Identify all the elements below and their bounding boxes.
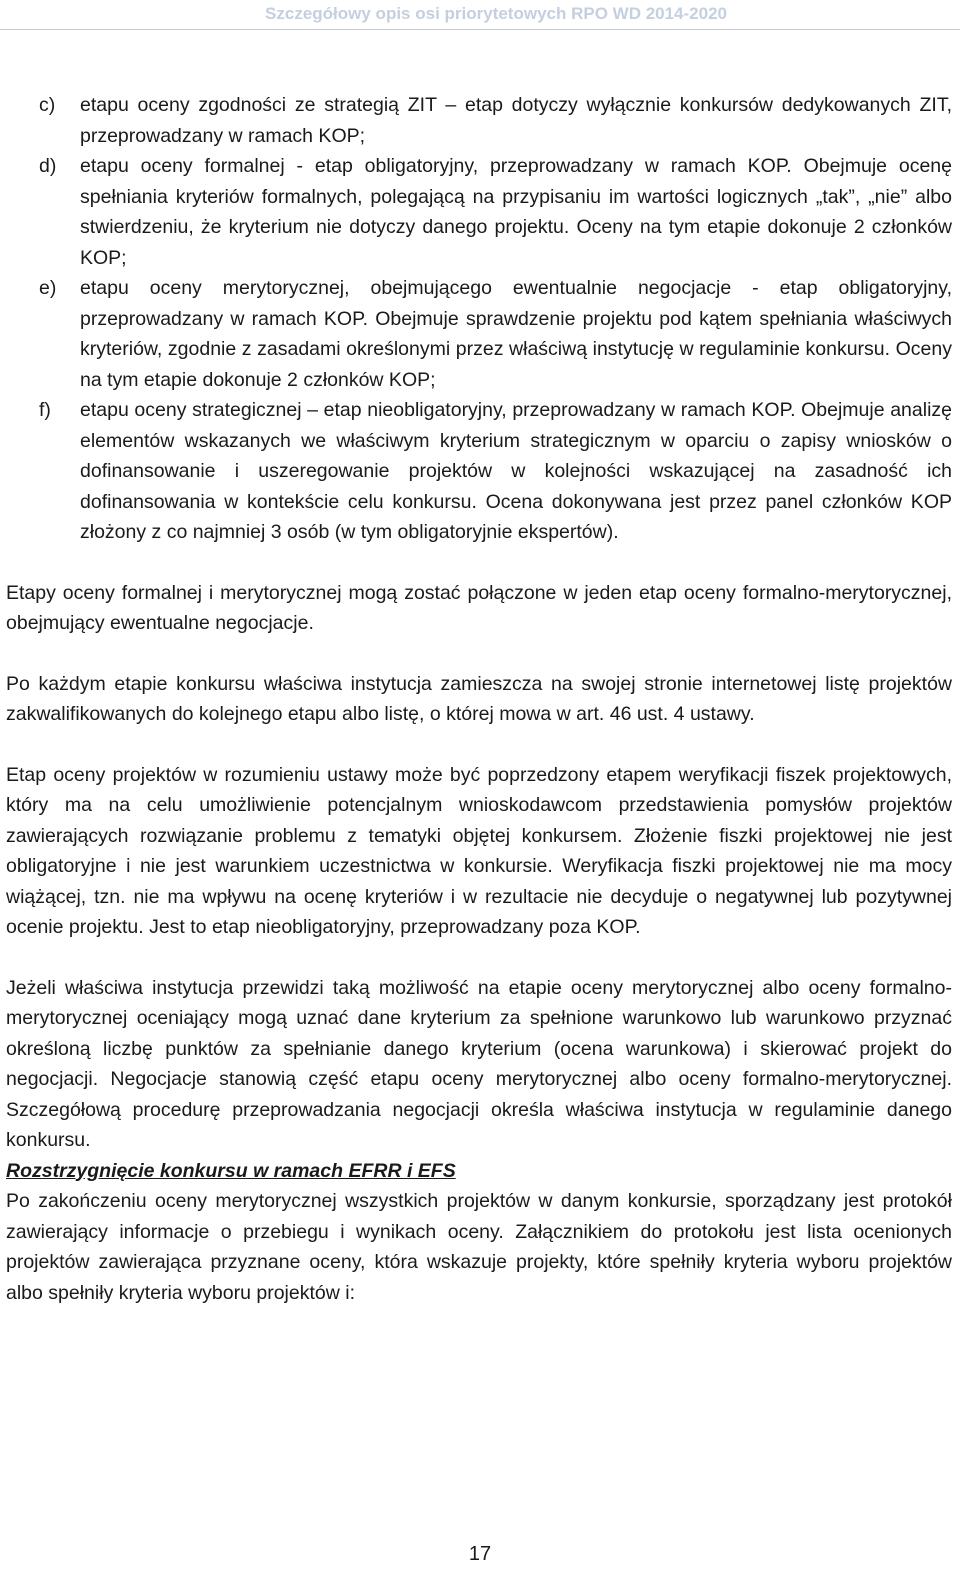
list-item: [6, 395, 952, 548]
list-marker: d): [39, 155, 57, 177]
list-item-text: etapu oceny formalnej - etap obligatoryjny, przeprowadzany w ramach KOP. Obejmuje ocenę spełniania kryteriów formalnych, polegającą na przypisaniu im wartości logicznych „tak”, „nie” albo stwierdzeniu, że kryterium nie dotyczy danego projektu. Oceny na tym etapie dokonuje 2 członków KOP;: [80, 155, 952, 269]
paragraph: Etapy oceny formalnej i merytorycznej mogą zostać połączone w jeden etap oceny formalno-merytorycznej, obejmujący ewentualne negocjacje.: [6, 581, 952, 634]
list-marker: e): [39, 277, 57, 299]
paragraph: Po każdym etapie konkursu właściwa instytucja zamieszcza na swojej stronie internetowej listę projektów zakwalifikowanych do kolejnego etapu albo listę, o której mowa w art. 46 ust. 4 ustawy.: [6, 672, 952, 725]
header-divider: [0, 29, 960, 30]
paragraph: Etap oceny projektów w rozumieniu ustawy może być poprzedzony etapem weryfikacji fiszek projektowych, który ma na celu umożliwienie potencjalnym wnioskodawcom przedstawienia pomysłów projektów zawierających rozwiązanie problemu z tematyki objętej konkursem. Złożenie fiszki projektowej nie jest obligatoryjne i nie jest warunkiem uczestnictwa w konkursie. Weryfikacja fiszki projektowej nie ma mocy wiążącej, tzn. nie ma wpływu na ocenę kryteriów i w rezultacie nie decyduje o negatywnej lub pozytywnej ocenie projektu. Jest to etap nieobligatoryjny, przeprowadzany poza KOP.: [6, 763, 952, 938]
page-body: [6, 90, 952, 1308]
list-item: [6, 90, 952, 151]
list-marker: c): [39, 94, 56, 116]
list-item-text: etapu oceny merytorycznej, obejmującego ewentualnie negocjacje - etap obligatoryjny, przeprowadzany w ramach KOP. Obejmuje sprawdzenie projektu pod kątem spełniania właściwych kryteriów, zgodnie z zasadami określonymi przez właściwą instytucję w regulaminie konkursu. Oceny na tym etapie dokonuje 2 członków KOP;: [80, 277, 952, 391]
section-heading: Rozstrzygnięcie konkursu w ramach EFRR i EFS: [6, 1159, 456, 1182]
page-number: 17: [468, 1543, 492, 1565]
list-item-text: etapu oceny strategicznej – etap nieobligatoryjny, przeprowadzany w ramach KOP. Obejmuje analizę elementów wskazanych we właściwym kryterium strategicznym w oparciu o zapisy wniosków o dofinansowanie i uszeregowanie projektów w kolejności wskazującej na zasadność ich dofinansowania w kontekście celu konkursu. Ocena dokonywana jest przez panel członków KOP złożony z co najmniej 3 osób (w tym obligatoryjnie ekspertów).: [80, 399, 952, 543]
list-item: [6, 273, 952, 395]
paragraph: Jeżeli właściwa instytucja przewidzi taką możliwość na etapie oceny merytorycznej albo oceny formalno-merytorycznej oceniający mogą uznać dane kryterium za spełnione warunkowo lub warunkowo przyznać określoną liczbę punktów za spełnianie danego kryterium (ocena warunkowa) i skierować projekt do negocjacji. Negocjacje stanowią część etapu oceny merytorycznej albo oceny formalno-merytorycznej. Szczegółową procedurę przeprowadzania negocjacji określa właściwa instytucja w regulaminie danego konkursu.: [6, 976, 952, 1151]
paragraph: Po zakończeniu oceny merytorycznej wszystkich projektów w danym konkursie, sporządzany jest protokół zawierający informacje o przebiegu i wynikach oceny. Załącznikiem do protokołu jest lista ocenionych projektów zawierająca przyznane oceny, która wskazuje projekty, które spełniły kryteria wyboru projektów albo spełniły kryteria wyboru projektów i:: [6, 1190, 952, 1304]
list-item: [6, 151, 952, 273]
list-item-text: etapu oceny zgodności ze strategią ZIT – etap dotyczy wyłącznie konkursów dedykowanych ZIT, przeprowadzany w ramach KOP;: [80, 94, 952, 147]
document-title: Szczegółowy opis osi priorytetowych RPO WD 2014-2020: [265, 4, 727, 23]
page-header: [0, 0, 960, 30]
evaluation-stages-list: [6, 90, 952, 548]
list-marker: f): [39, 399, 51, 421]
